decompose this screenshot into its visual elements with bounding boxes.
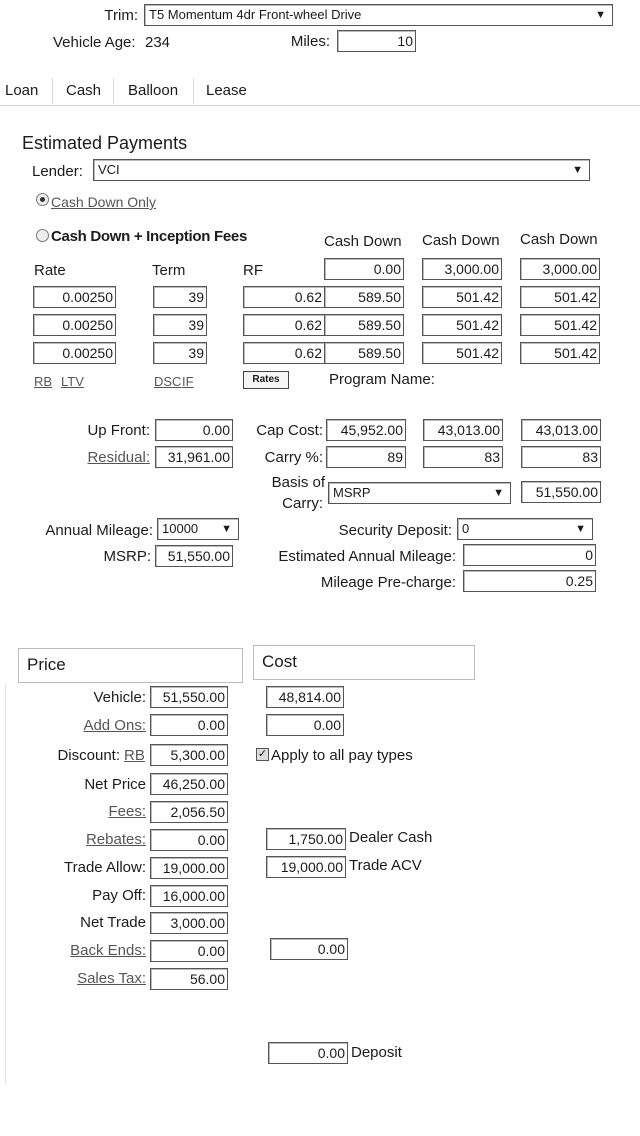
lender-label: Lender: <box>32 163 83 180</box>
trade-acv-label: Trade ACV <box>349 857 422 874</box>
trim-value: T5 Momentum 4dr Front-wheel Drive <box>149 7 362 22</box>
payment-2-1[interactable]: 589.50 <box>324 314 404 336</box>
back-ends-link[interactable]: Back Ends: <box>70 942 146 959</box>
chevron-down-icon: ▼ <box>575 523 586 535</box>
lender-select[interactable] <box>93 159 590 181</box>
chevron-down-icon: ▼ <box>493 487 504 499</box>
cash-down-header-1: Cash Down <box>324 233 402 250</box>
vehicle-age-label: Vehicle Age: <box>53 34 136 51</box>
cash-down-input-2[interactable]: 3,000.00 <box>422 258 502 280</box>
basis-of-carry-amount[interactable]: 51,550.00 <box>521 481 601 503</box>
rf-input-3[interactable]: 0.62 <box>243 342 325 364</box>
cash-down-only-label[interactable]: Cash Down Only <box>51 194 157 210</box>
rate-label: Rate <box>34 262 66 279</box>
term-input-2[interactable]: 39 <box>153 314 207 336</box>
price-vehicle-label: Vehicle: <box>93 689 146 706</box>
payment-1-1[interactable]: 589.50 <box>324 286 404 308</box>
carry-input-3[interactable]: 83 <box>521 446 601 468</box>
rates-button[interactable]: Rates <box>243 371 289 389</box>
annual-mileage-select[interactable] <box>157 518 239 540</box>
net-trade-label: Net Trade <box>80 914 146 931</box>
rebates-input[interactable]: 0.00 <box>150 829 228 851</box>
security-deposit-value: 0 <box>462 521 470 536</box>
basis-of-carry-label-1: Basis of <box>271 474 325 491</box>
fees-link[interactable]: Fees: <box>108 803 146 820</box>
estimated-annual-mileage-input[interactable]: 0 <box>463 544 596 566</box>
net-price-input[interactable]: 46,250.00 <box>150 773 228 795</box>
msrp-input[interactable]: 51,550.00 <box>155 545 233 567</box>
up-front-input[interactable]: 0.00 <box>155 419 233 441</box>
estimated-annual-mileage-label: Estimated Annual Mileage: <box>278 548 456 565</box>
dealer-cash-label: Dealer Cash <box>349 829 433 846</box>
tab-balloon[interactable]: Balloon <box>128 82 179 99</box>
term-input-1[interactable]: 39 <box>153 286 207 308</box>
cost-addons-input[interactable]: 0.00 <box>266 714 344 736</box>
rf-label: RF <box>243 262 263 279</box>
cash-down-header-3: Cash Down <box>520 231 598 248</box>
cost-panel-header <box>253 645 475 680</box>
trade-allow-label: Trade Allow: <box>64 859 146 876</box>
msrp-label: MSRP: <box>103 548 151 565</box>
price-vehicle-input[interactable]: 51,550.00 <box>150 686 228 708</box>
basis-of-carry-label-2: Carry: <box>282 495 323 512</box>
rb-link[interactable]: RB <box>34 374 53 389</box>
cash-down-inception-label[interactable]: Cash Down + Inception Fees <box>51 228 247 245</box>
carry-percent-label: Carry %: <box>264 449 323 466</box>
chevron-down-icon: ▼ <box>221 523 232 535</box>
chevron-down-icon: ▼ <box>595 9 606 21</box>
chevron-down-icon: ▼ <box>572 164 583 176</box>
deposit-label: Deposit <box>351 1044 402 1061</box>
basis-of-carry-select[interactable] <box>328 482 511 504</box>
mileage-precharge-label: Mileage Pre-charge: <box>320 574 456 591</box>
trim-select[interactable] <box>144 4 613 26</box>
residual-link[interactable]: Residual: <box>87 449 150 466</box>
payment-2-2[interactable]: 501.42 <box>422 314 502 336</box>
rate-input-3[interactable]: 0.00250 <box>33 342 116 364</box>
estimated-payments-title: Estimated Payments <box>22 133 188 153</box>
vehicle-age-value: 234 <box>145 34 171 51</box>
trade-allow-input[interactable]: 19,000.00 <box>150 857 228 879</box>
payment-3-3[interactable]: 501.42 <box>520 342 600 364</box>
apply-all-label: Apply to all pay types <box>271 747 413 764</box>
trim-label: Trim: <box>104 7 138 24</box>
tab-lease[interactable]: Lease <box>206 82 247 99</box>
cap-cost-input-1[interactable]: 45,952.00 <box>326 419 406 441</box>
program-name-label: Program Name: <box>329 371 435 388</box>
cap-cost-input-3[interactable]: 43,013.00 <box>521 419 601 441</box>
term-label: Term <box>152 262 186 279</box>
lender-value: VCI <box>98 162 120 177</box>
cost-vehicle-input[interactable]: 48,814.00 <box>266 686 344 708</box>
carry-input-1[interactable]: 89 <box>326 446 406 468</box>
if-link[interactable]: IF <box>182 374 194 389</box>
payment-3-1[interactable]: 589.50 <box>324 342 404 364</box>
payment-1-3[interactable]: 501.42 <box>520 286 600 308</box>
mileage-precharge-input[interactable]: 0.25 <box>463 570 596 592</box>
rate-input-1[interactable]: 0.00250 <box>33 286 116 308</box>
up-front-label: Up Front: <box>87 422 150 439</box>
cost-back-ends-input[interactable]: 0.00 <box>270 938 348 960</box>
rate-input-2[interactable]: 0.00250 <box>33 314 116 336</box>
discount-input[interactable]: 5,300.00 <box>150 744 228 766</box>
cash-down-input-1[interactable]: 0.00 <box>324 258 404 280</box>
radio-cash-down-only[interactable] <box>36 193 49 206</box>
apply-all-checkbox[interactable]: ✓ <box>257 748 268 760</box>
rf-input-1[interactable]: 0.62 <box>243 286 325 308</box>
carry-input-2[interactable]: 83 <box>423 446 503 468</box>
miles-label: Miles: <box>290 33 330 50</box>
tab-loan[interactable]: Loan <box>5 82 39 99</box>
miles-input[interactable]: 10 <box>337 30 416 52</box>
annual-mileage-label: Annual Mileage: <box>45 522 153 539</box>
tab-cash[interactable]: Cash <box>66 82 102 99</box>
rebates-link[interactable]: Rebates: <box>85 831 146 848</box>
pay-off-label: Pay Off: <box>92 887 146 904</box>
security-deposit-label: Security Deposit: <box>338 522 452 539</box>
deposit-input[interactable]: 0.00 <box>268 1042 348 1064</box>
discount-rb-link[interactable]: RB <box>124 747 145 764</box>
add-ons-link[interactable]: Add Ons: <box>83 717 146 734</box>
fees-input[interactable]: 2,056.50 <box>150 801 228 823</box>
cash-down-header-2: Cash Down <box>422 232 500 249</box>
radio-cash-down-inception[interactable] <box>36 229 49 242</box>
payment-1-2[interactable]: 501.42 <box>422 286 502 308</box>
cost-title: Cost <box>262 652 297 671</box>
sales-tax-input[interactable]: 56.00 <box>150 968 228 990</box>
cap-cost-input-2[interactable]: 43,013.00 <box>423 419 503 441</box>
discount-label: Discount: <box>57 747 120 764</box>
payment-2-3[interactable]: 501.42 <box>520 314 600 336</box>
dsc-link[interactable]: DSC <box>154 374 182 389</box>
price-panel-header <box>18 648 243 683</box>
price-addons-input[interactable]: 0.00 <box>150 714 228 736</box>
residual-input[interactable]: 31,961.00 <box>155 446 233 468</box>
back-ends-input[interactable]: 0.00 <box>150 940 228 962</box>
term-input-3[interactable]: 39 <box>153 342 207 364</box>
price-title: Price <box>27 655 66 674</box>
cash-down-input-3[interactable]: 3,000.00 <box>520 258 600 280</box>
dealer-cash-input[interactable]: 1,750.00 <box>266 828 346 850</box>
sales-tax-link[interactable]: Sales Tax: <box>77 970 146 987</box>
cap-cost-label: Cap Cost: <box>256 422 323 439</box>
ltv-link[interactable]: LTV <box>61 374 84 389</box>
pay-off-input[interactable]: 16,000.00 <box>150 885 228 907</box>
payment-3-2[interactable]: 501.42 <box>422 342 502 364</box>
net-trade-input[interactable]: 3,000.00 <box>150 912 228 934</box>
rf-input-2[interactable]: 0.62 <box>243 314 325 336</box>
net-price-label: Net Price <box>84 776 146 793</box>
annual-mileage-value: 10000 <box>162 521 199 536</box>
basis-of-carry-value: MSRP <box>333 485 371 500</box>
security-deposit-select[interactable] <box>457 518 593 540</box>
trade-acv-input[interactable]: 19,000.00 <box>266 856 346 878</box>
